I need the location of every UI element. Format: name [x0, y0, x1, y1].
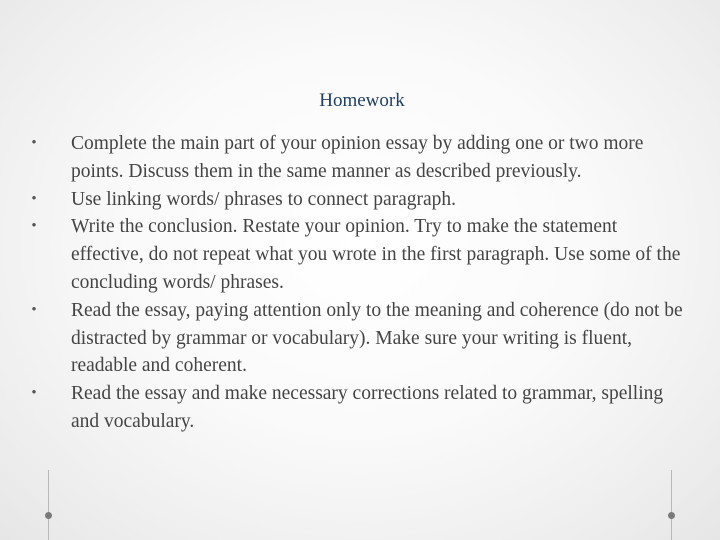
bullet-list	[24, 130, 694, 436]
bullet-item	[24, 380, 694, 436]
bullet-text: Use linking words/ phrases to connect paragraph.	[71, 188, 457, 210]
right-corner-line	[671, 470, 672, 540]
bullet-dot-icon: •	[31, 218, 37, 235]
bullet-item	[24, 213, 694, 296]
bullet-item	[24, 186, 694, 214]
bullet-dot-icon: •	[31, 190, 37, 207]
bullet-text: Read the essay and make necessary corrections related to grammar, spelling and vocabulary.	[71, 383, 664, 432]
bullet-dot-icon: •	[31, 135, 37, 151]
bullet-text: Write the conclusion. Restate your opinion. Try to make the statement effective, do not repeat what you wrote in the first paragraph. Use some of the concluding words/ phrases.	[71, 216, 681, 293]
left-corner-dot-icon	[45, 512, 52, 519]
bullet-item	[24, 130, 694, 186]
left-corner-line	[48, 470, 49, 540]
slide-title: Homework	[319, 90, 405, 111]
bullet-dot-icon: •	[31, 301, 37, 318]
bullet-text: Complete the main part of your opinion essay by adding one or two more points. Discuss them in the same manner as described previously.	[71, 133, 644, 182]
bullet-item	[24, 297, 694, 380]
right-corner-dot-icon	[668, 512, 675, 519]
bullet-text: Read the essay, paying attention only to the meaning and coherence (do not be distracted by grammar or vocabulary). Make sure your writing is fluent, readable and coherent.	[71, 299, 683, 377]
bullet-dot-icon: •	[31, 385, 37, 402]
